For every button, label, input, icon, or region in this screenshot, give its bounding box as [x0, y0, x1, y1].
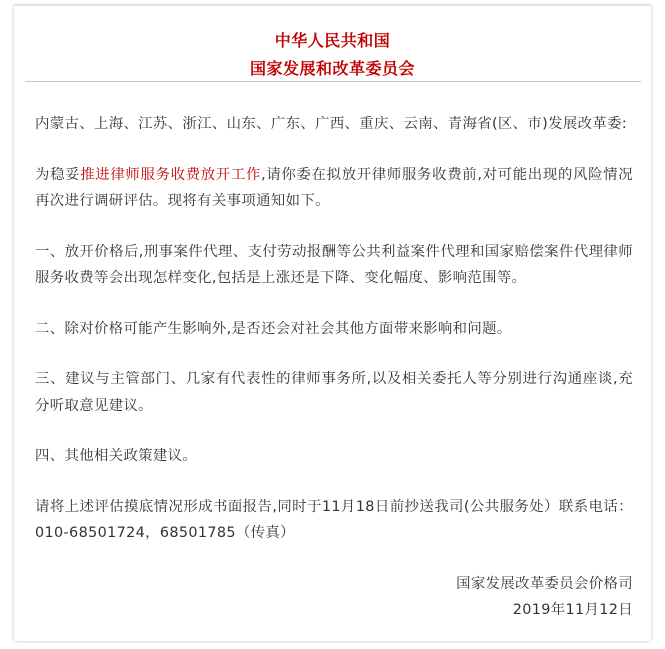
signature-date: 2019年11月12日	[512, 602, 633, 618]
closing-paragraph: 请将上述评估摸底情况形成书面报告,同时于11月18日前抄送我司(公共服务处）联系电话：010-68501724，68501785（传真）	[35, 498, 633, 541]
paragraph-gap	[35, 138, 633, 162]
paragraph-gap	[35, 419, 633, 443]
title-country: 中华人民共和国	[274, 31, 391, 50]
intro-highlight: 推进律师服务收费放开工作	[80, 166, 262, 183]
item-3: 三、建议与主管部门、几家有代表性的律师事务所,以及相关委托人等分别进行沟通座谈,充分听取意见建议。	[35, 371, 633, 414]
paragraph-gap	[35, 342, 633, 366]
intro-prefix: 为稳妥	[35, 166, 81, 183]
paragraph-gap	[35, 547, 633, 571]
header-divider	[25, 81, 641, 82]
item-4: 四、其他相关政策建议。	[35, 448, 198, 464]
intro-paragraph	[35, 162, 633, 215]
salutation: 内蒙古、上海、江苏、浙江、山东、广东、广西、重庆、云南、青海省(区、市)发展改革委:	[35, 116, 628, 132]
signature-issuer: 国家发展改革委员会价格司	[456, 575, 633, 592]
notice-body	[35, 111, 633, 624]
paragraph-gap	[35, 470, 633, 494]
intro-suffix: ,请你委在拟放开律师服务收费前,对可能出现的风险情况再次进行调研评估。现将有关事项通知如下。	[35, 166, 633, 209]
item-2: 二、除对价格可能产生影响外,是否还会对社会其他方面带来影响和问题。	[35, 320, 512, 337]
title-agency: 国家发展和改革委员会	[249, 59, 415, 78]
paragraph-gap	[35, 292, 633, 316]
notice-card	[14, 5, 651, 641]
paragraph-gap	[35, 215, 633, 239]
item-1: 一、放开价格后,刑事案件代理、支付劳动报酬等公共利益案件代理和国家赔偿案件代理律师服务收费等会出现怎样变化,包括是上涨还是下降、变化幅度、影响范围等。	[35, 243, 633, 286]
